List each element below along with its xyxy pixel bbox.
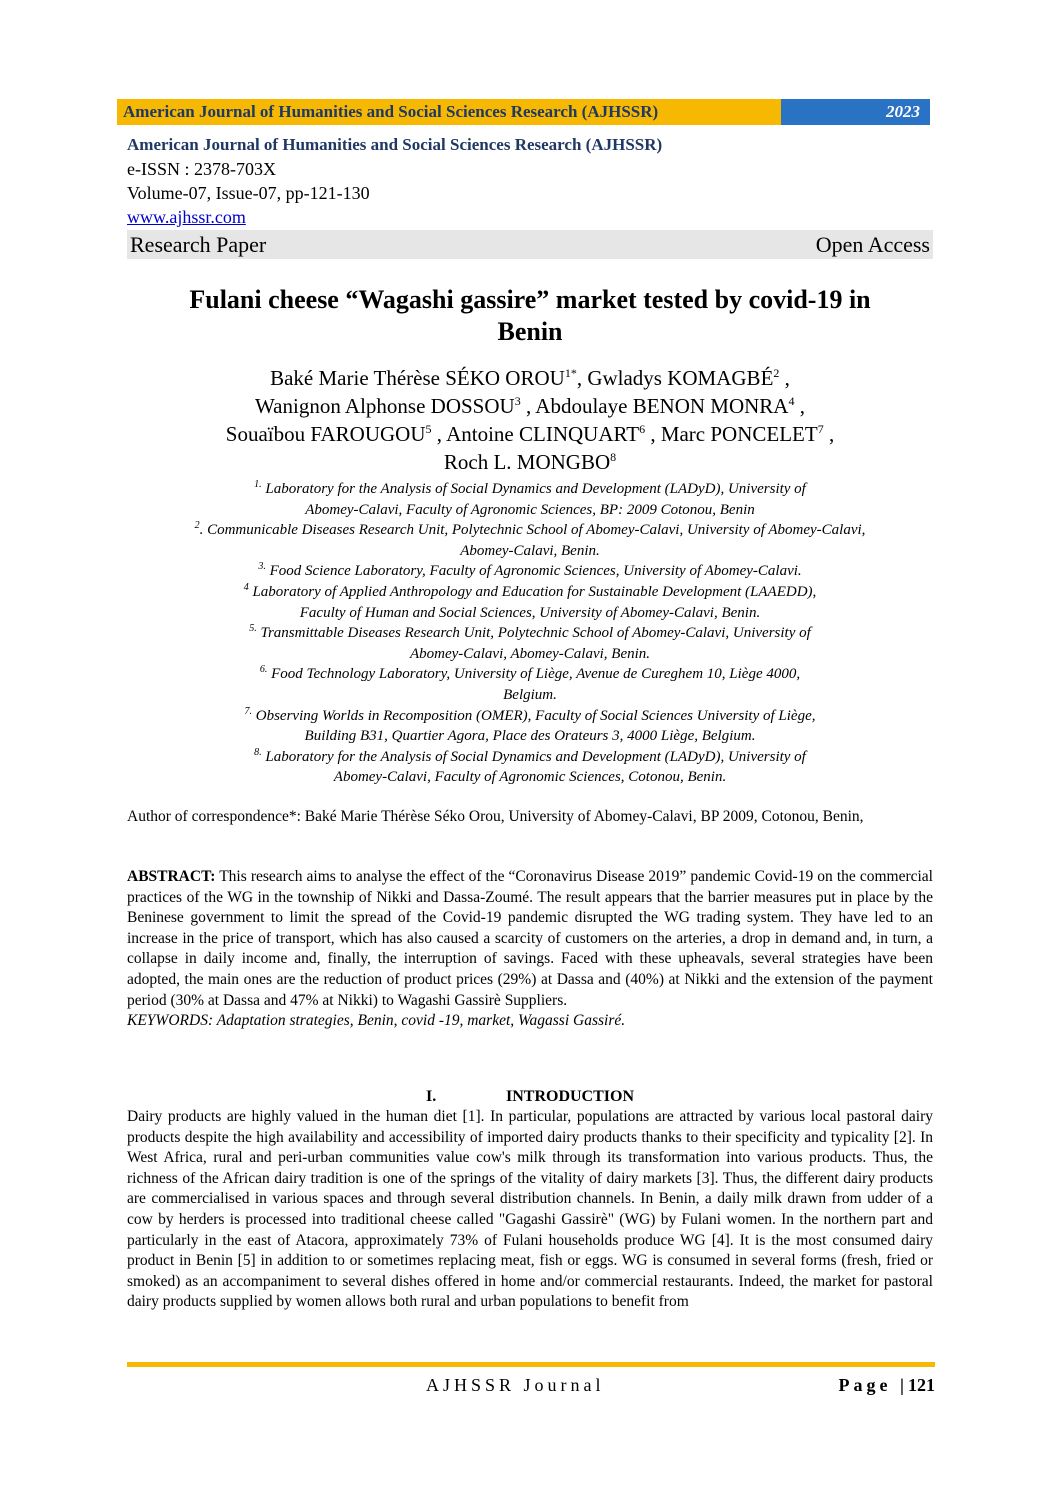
affiliation: $^{3.}$ Food Science Laboratory, Faculty of Agronomic Sciences, University of Abomey-Calavi. xyxy=(258,561,802,580)
abstract-label: ABSTRACT: xyxy=(127,868,216,885)
meta-issn xyxy=(127,157,933,181)
footer-page xyxy=(839,1372,935,1398)
page-footer xyxy=(127,1372,935,1398)
correspondence-note: Author of correspondence*: Baké Marie Thérèse Séko Orou, University of Abomey-Calavi, BP 2009, Cotonou, Benin, xyxy=(127,808,864,825)
affiliation: $^{5.}$ Transmittable Diseases Research Unit, Polytechnic School of Abomey-Calavi, University of Abomey-Calavi, Abomey-Calavi, Benin. xyxy=(249,623,811,662)
footer-journal: AJHSSR Journal xyxy=(426,1375,605,1395)
affiliation: $^2$. Communicable Diseases Research Unit, Polytechnic School of Abomey-Calavi, University of Abomey-Calavi, Abomey-Calavi, Benin. xyxy=(194,520,866,559)
author: Antoine CLINQUART$^6$ xyxy=(446,422,646,446)
author: Abdoulaye BENON MONRA$^4$ xyxy=(535,394,795,418)
affiliation-list xyxy=(130,479,930,788)
keywords: KEYWORDS: Adaptation strategies, Benin, covid -19, market, Wagassi Gassiré. xyxy=(127,1012,626,1030)
author-list: Baké Marie Thérèse SÉKO $OROU^{1*}$, Gwladys KOMAGBÉ$^2$ , Wanignon Alphonse DOSSOU$^3$ , Abdoulaye BENON MONRA$^4$ , Souaïbou FAROUGOU$^5$ , Antoine CLINQUART$^6$ , Marc PONCELET$^7$ , Roch L. MONGBO$^8$ xyxy=(225,366,835,474)
author: Wanignon Alphonse DOSSOU$^3$ xyxy=(255,394,521,418)
paper-type: Research Paper xyxy=(130,232,267,257)
abstract-text: This research aims to analyse the effect of the “Coronavirus Disease 2019” pandemic Covid-19 on the commercial practices of the WG in the township of Nikki and Dassa-Zoumé. The result appears that the barrier measures put in place by the Beninese government to limit the spread of the Covid-19 pandemic disrupted the WG trading system. They have led to an increase in the price of transport, which has also caused a scarcity of customers on the arteries, a drop in demand and, in turn, a collapse in daily income and, finally, the interruption of savings. Faced with these upheavals, several strategies have been adopted, the main ones are the reduction of product prices (29%) at Dassa and (40%) at Nikki and the extension of the payment period (30% at Dassa and 47% at Nikki) to Wagashi Gassirè Suppliers. xyxy=(127,868,933,1009)
affiliation: $^{6.}$ Food Technology Laboratory, University of Liège, Avenue de Cureghem 10, Liège 4000, Belgium. xyxy=(259,664,801,703)
paper-type-bar xyxy=(127,230,933,259)
footer-divider xyxy=(127,1362,935,1367)
section-title: INTRODUCTION xyxy=(505,1088,634,1105)
header-journal-name: American Journal of Humanities and Social Sciences Research (AJHSSR) xyxy=(117,99,781,125)
affiliation: $^4$ Laboratory of Applied Anthropology and Education for Sustainable Development (LAAEDD), Faculty of Human and Social Sciences, University of Abomey-Calavi, Benin. xyxy=(243,581,817,621)
author: Souaïbou FAROUGOU$^5$ xyxy=(225,422,432,446)
affiliation: $^{1.}$ Laboratory for the Analysis of Social Dynamics and Development (LADyD), University of Abomey-Calavi, Faculty of Agronomic Sciences, BP: 2009 Cotonou, Benin xyxy=(254,479,806,518)
section-number: I. xyxy=(425,1088,437,1105)
page-label: Page | xyxy=(838,1375,908,1395)
author: Roch L. MONGBO$^8$ xyxy=(443,450,617,474)
author: Marc PONCELET$^7$ xyxy=(660,422,824,446)
author: Gwladys KOMAGBÉ$^2$ xyxy=(587,366,780,390)
access-type: Open Access xyxy=(815,232,930,257)
abstract xyxy=(127,867,933,1032)
issn-label: e-ISSN : xyxy=(127,159,194,179)
page-number: 121 xyxy=(908,1375,935,1395)
journal-header-bar xyxy=(117,99,930,125)
author: Baké Marie Thérèse SÉKO $OROU^{1*}$ xyxy=(270,366,577,390)
meta-volume: Volume-07, Issue-07, pp-121-130 xyxy=(127,183,370,203)
affiliation: $^{8.}$ Laboratory for the Analysis of Social Dynamics and Development (LADyD), University of Abomey-Calavi, Faculty of Agronomic Sciences, Cotonou, Benin. xyxy=(254,746,806,786)
paper-title: Fulani cheese “Wagashi gassire” market tested by covid-19 in Benin xyxy=(189,285,871,346)
meta-journal-name: American Journal of Humanities and Social Sciences Research (AJHSSR) xyxy=(127,135,663,154)
journal-meta xyxy=(127,133,933,229)
issn-value: 2378-703X xyxy=(194,159,276,179)
introduction-text: Dairy products are highly valued in the human diet [1]. In particular, populations are attracted by various local pastoral dairy products despite the high availability and accessibility of imported dairy products thanks to their specificity and typicality [2]. In West Africa, rural and peri-urban communities value cow's milk through its transformation into various products. Thus, the richness of the African dairy tradition is one of the springs of the vitality of dairy markets [3]. Thus, the different dairy products are commercialised in various spaces and through several distribution channels. In Benin, a daily milk drawn from udder of a cow by herders is processed into traditional cheese called "Gagashi Gassirè" (WG) by Fulani women. In the northern part and particularly in the east of Atacora, approximately 73% of Fulani households produce WG [4]. It is the most consumed dairy product in Benin [5] in addition to or sometimes replacing meat, fish or eggs. WG is consumed in several forms (fresh, fried or smoked) as an accompaniment to several dishes offered in home and/or commercial restaurants. Indeed, the market for pastoral dairy products supplied by women allows both rural and urban populations to benefit from xyxy=(127,1108,933,1311)
header-year: 2023 xyxy=(781,99,930,125)
section-heading-introduction xyxy=(127,1087,933,1107)
affiliation: $^{7.}$ Observing Worlds in Recomposition (OMER), Faculty of Social Sciences University of Liège, Building B31, Quartier Agora, Place des Orateurs 3, 4000 Liège, Belgium. xyxy=(244,705,816,745)
website-link[interactable]: www.ajhssr.com xyxy=(127,207,246,227)
